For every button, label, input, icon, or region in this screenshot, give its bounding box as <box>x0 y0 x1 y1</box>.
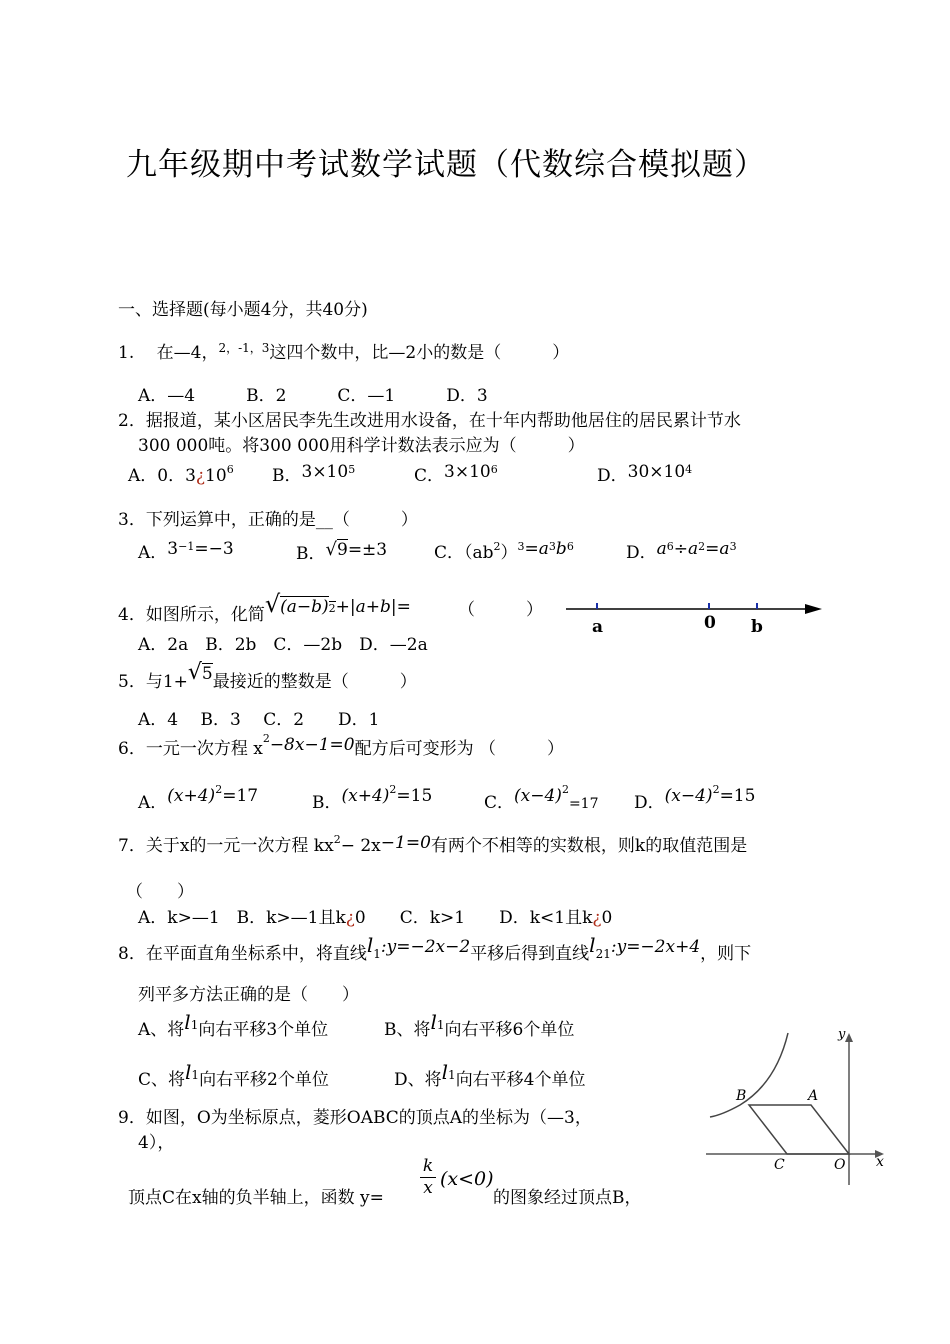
q4-stem: 4．如图所示，化简 <box>118 605 265 625</box>
q3-a-rest: =−3 <box>194 539 234 559</box>
q8-b-l: l <box>430 1010 437 1034</box>
q8-c-sub: 1 <box>191 1068 200 1082</box>
graph-label-y: y <box>838 1027 846 1042</box>
question-6 <box>118 732 564 759</box>
q3-option-b <box>296 539 388 564</box>
q7-stem-b: 有两个不相等的实数根，则k的取值范围是 <box>430 836 748 856</box>
question-7 <box>118 833 748 856</box>
q5-stem-b: 最接近的整数是（ ） <box>212 672 417 692</box>
graph-label-c: C <box>774 1157 785 1173</box>
q4-sqrt: √ <box>264 590 281 618</box>
question-8 <box>118 933 752 964</box>
q2-a-label: A．0．3 <box>128 466 196 486</box>
q8-l1-eq: :y=−2x−2 <box>380 937 471 957</box>
q3-d-exp1: 6 <box>666 540 674 553</box>
q1-stem-a: 1. 在—4， <box>118 343 219 363</box>
q6-stem-a: 6．一元一次方程 x <box>118 739 263 759</box>
q3-d-exp2: 2 <box>698 540 706 553</box>
q7-stem-mid: − 2x <box>340 836 381 856</box>
q2-c-label: C． <box>414 466 445 486</box>
q6-d-val: (x−4) <box>664 786 713 806</box>
q2-a-glyph: ¿ <box>195 466 206 486</box>
q8-option-b <box>384 1010 575 1040</box>
y-axis-arrow-icon <box>845 1033 853 1042</box>
rhombus-oabc <box>749 1105 849 1154</box>
q3-c-label: C．（ab <box>434 543 494 563</box>
question-4 <box>118 590 411 625</box>
q3-option-c <box>434 539 574 563</box>
q3-b-rad: 9 <box>336 540 348 560</box>
q9-line-3-a: 顶点C在x轴的负半轴上，函数 y= <box>128 1188 384 1208</box>
q6-exp: 2 <box>262 732 270 745</box>
q2-line-1: 2．据报道，某小区居民李先生改进用水设备，在十年内帮助他居住的居民累计节水 <box>118 411 741 431</box>
q3-c-close: ） <box>500 543 518 563</box>
q6-d-label: D． <box>634 793 665 813</box>
q6-a-rest: =17 <box>222 786 259 806</box>
q9-frac-den: x <box>423 1178 433 1198</box>
q6-c-exp: 2 <box>561 783 569 796</box>
q8-a-post: 向右平移3个单位 <box>198 1020 329 1040</box>
question-1 <box>118 341 570 363</box>
q3-option-a <box>138 539 234 563</box>
q7-stem-a: 7．关于x的一元一次方程 kx <box>118 836 334 856</box>
q6-b-label: B． <box>312 793 342 813</box>
q9-line-2: 4）， <box>138 1133 175 1153</box>
q8-a-l: l <box>184 1010 191 1034</box>
q8-d-post: 向右平移4个单位 <box>455 1070 586 1090</box>
q6-c-rest: =17 <box>568 796 599 812</box>
q8-line-2: 列平多方法正确的是（ ） <box>138 985 359 1005</box>
q2-d-val: 30×10 <box>627 462 686 482</box>
q2-option-d <box>597 462 693 486</box>
q8-l1: l <box>366 933 374 957</box>
q8-a-sub: 1 <box>190 1018 199 1032</box>
q2-a-exp: 6 <box>226 463 234 476</box>
question-5 <box>118 660 417 692</box>
q4-options: A．2a B．2b C．—2b D．—2a <box>138 635 428 655</box>
q3-b-sqrt: √ <box>325 539 337 560</box>
q8-c-pre: C、将 <box>138 1070 186 1090</box>
q7-options <box>138 910 612 927</box>
q2-a-pow: 10 <box>205 466 227 486</box>
q8-b-sub: 1 <box>436 1018 445 1032</box>
q5-sqrt: √ <box>187 660 202 685</box>
q3-c-exp4: 6 <box>566 540 574 553</box>
q6-a-exp: 2 <box>215 783 223 796</box>
q1-stem-b: 这四个数中，比—2小的数是（ ） <box>269 343 570 363</box>
q2-c-exp: 6 <box>490 463 498 476</box>
q8-l2-eq: :y=−2x+4 <box>610 937 701 957</box>
q8-a-pre: A、将 <box>138 1020 185 1040</box>
q3-b-label: B． <box>296 544 326 564</box>
q6-option-b <box>312 783 433 813</box>
q2-option-b <box>272 462 356 486</box>
q7-exp: 2 <box>333 833 341 846</box>
q9-line-1: 9．如图，O为坐标原点，菱形OABC的顶点A的坐标为（—3， <box>118 1108 592 1128</box>
q6-stem-b: 配方后可变形为 （ ） <box>354 739 564 759</box>
q2-b-label: B． <box>272 466 302 486</box>
q9-fraction <box>420 1158 436 1197</box>
graph-label-b: B <box>736 1088 747 1104</box>
q2-b-exp: 5 <box>348 463 356 476</box>
q3-c-exp3: 3 <box>548 540 556 553</box>
q8-option-d <box>394 1060 586 1090</box>
q3-stem: 3．下列运算中，正确的是__（ ） <box>118 510 418 530</box>
q6-d-exp: 2 <box>712 783 720 796</box>
q8-d-l: l <box>441 1060 449 1084</box>
q8-c-post: 向右平移2个单位 <box>199 1070 329 1090</box>
q7-options-a: A．k>—1 B．k>—1且k <box>138 908 346 928</box>
q6-b-rest: =15 <box>396 786 433 806</box>
q6-c-val: (x−4) <box>514 786 562 806</box>
q6-equation: −8x−1=0 <box>269 735 355 755</box>
q3-d-div: ÷a <box>673 539 699 559</box>
q9-frac-num: k <box>420 1158 436 1178</box>
q8-stem-a: 8．在平面直角坐标系中，将直线 <box>118 944 367 964</box>
q6-a-label: A． <box>138 793 168 813</box>
q3-d-eq: =a <box>705 539 730 559</box>
q8-stem-mid: 平移后得到直线 <box>470 944 590 964</box>
q9-line-3-b: 的图象经过顶点B， <box>493 1188 642 1208</box>
q7-glyph-2: ¿ <box>592 908 602 928</box>
q4-expr-exp: 2 <box>328 602 336 615</box>
q4-expr-inner: (a−b) <box>280 597 329 617</box>
q8-l2-sub: 21 <box>595 947 611 961</box>
q3-c-b: b <box>555 539 567 559</box>
q3-a-base: 3 <box>167 539 179 559</box>
q8-option-a <box>138 1010 329 1040</box>
q6-option-c <box>484 783 599 813</box>
q2-d-exp: 4 <box>685 463 693 476</box>
q2-line-2: 300 000吨。将300 000用科学计数法表示应为（ ） <box>138 436 585 456</box>
q8-option-c <box>138 1060 329 1090</box>
q9-condition: (x<0) <box>440 1168 494 1190</box>
q6-a-val: (x+4) <box>167 786 216 806</box>
q6-option-d <box>634 783 756 813</box>
q3-b-rest: =±3 <box>347 540 388 560</box>
q2-option-c <box>414 462 498 486</box>
q7-equation: −1=0 <box>380 833 431 853</box>
q2-d-label: D． <box>597 466 628 486</box>
q3-d-a: a <box>656 539 667 559</box>
q5-stem-a: 5．与1+ <box>118 672 188 692</box>
page-title: 九年级期中考试数学试题（代数综合模拟题） <box>126 147 766 183</box>
q4-paren: （ ） <box>458 600 543 620</box>
q1-options: A．—4 B．2 C．—1 D．3 <box>138 386 488 406</box>
q7-paren: （ ） <box>126 882 194 902</box>
axis-label-zero: 0 <box>704 613 716 633</box>
graph-label-x: x <box>876 1154 884 1170</box>
q8-stem-b: ，则下 <box>700 944 752 964</box>
graph-label-a: A <box>808 1088 819 1104</box>
q3-c-exp2: 3 <box>517 540 525 553</box>
q2-c-val: 3×10 <box>444 462 491 482</box>
q7-options-c: 0 <box>601 908 613 928</box>
q3-d-label: D． <box>626 543 657 563</box>
rhombus-graph-figure <box>700 1025 900 1190</box>
q8-l1-sub: 1 <box>373 947 381 961</box>
q6-b-val: (x+4) <box>341 786 390 806</box>
q8-b-post: 向右平移6个单位 <box>444 1020 575 1040</box>
q3-option-d <box>626 539 737 563</box>
q1-numbers: 2，-1，3 <box>218 341 270 355</box>
q2-option-a <box>128 463 234 486</box>
q3-d-exp3: 3 <box>729 540 737 553</box>
q3-c-eq: =a <box>524 539 549 559</box>
q4-expr-rest: +|a+b|= <box>335 597 411 617</box>
q8-d-sub: 1 <box>448 1068 456 1082</box>
axis-label-a: a <box>592 617 604 637</box>
q3-c-exp: 2 <box>493 540 501 553</box>
q8-l2: l <box>589 933 596 957</box>
axis-label-b: b <box>751 617 763 637</box>
q8-d-pre: D、将 <box>394 1070 442 1090</box>
q5-rad: 5 <box>201 664 213 684</box>
q6-c-label: C． <box>484 793 515 813</box>
q3-a-exp: −1 <box>178 540 195 553</box>
graph-label-o: O <box>834 1157 846 1173</box>
section-heading: 一、选择题(每小题4分，共40分) <box>118 300 368 320</box>
q6-d-rest: =15 <box>719 786 756 806</box>
q6-b-exp: 2 <box>389 783 397 796</box>
q6-option-a <box>138 783 259 813</box>
q7-glyph-1: ¿ <box>345 908 355 928</box>
q7-options-b: 0 C．k>1 D．k<1且k <box>354 908 593 928</box>
q3-a-label: A． <box>138 543 168 563</box>
q8-c-l: l <box>185 1060 192 1084</box>
q2-b-val: 3×10 <box>301 462 349 482</box>
q8-b-pre: B、将 <box>384 1020 431 1040</box>
number-line-arrow-icon <box>805 604 822 614</box>
q5-options: A．4 B．3 C．2 D．1 <box>138 710 380 730</box>
